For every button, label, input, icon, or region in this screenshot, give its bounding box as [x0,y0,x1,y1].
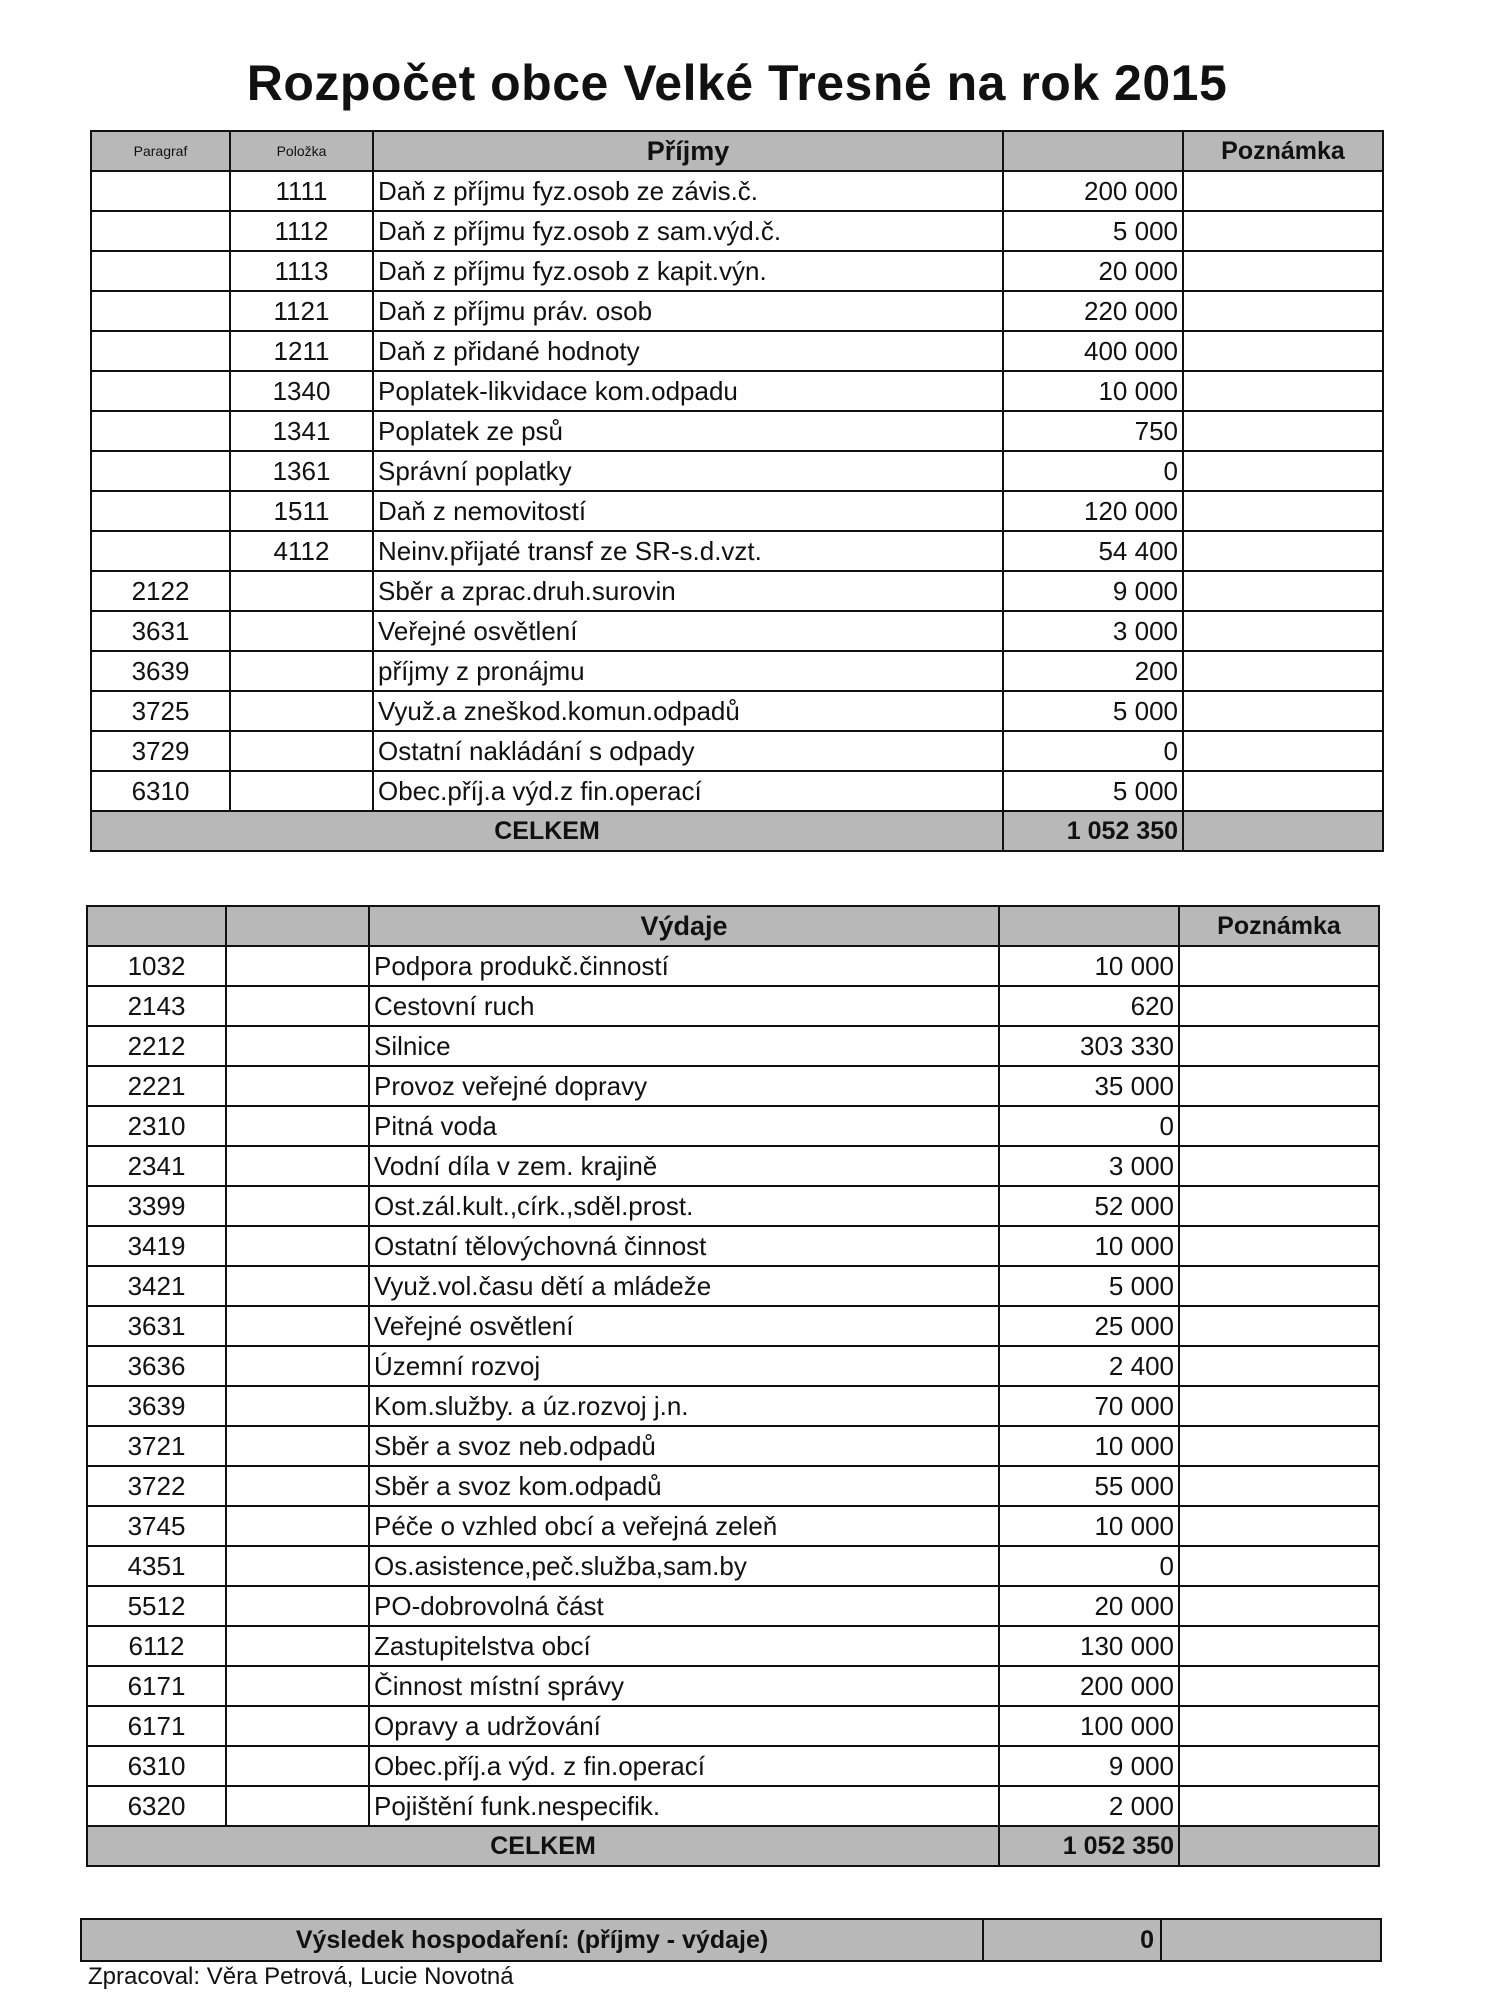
cell-note [1183,331,1383,371]
cell-paragraf: 3631 [87,1306,226,1346]
cell-polozka [226,1586,369,1626]
cell-polozka: 1511 [230,491,373,531]
cell-polozka [226,1106,369,1146]
cell-polozka [226,1186,369,1226]
cell-polozka [226,1706,369,1746]
cell-paragraf: 3639 [87,1386,226,1426]
cell-label: Správní poplatky [373,451,1003,491]
cell-amount: 35 000 [999,1066,1179,1106]
table-row [87,1706,1379,1746]
cell-polozka: 1121 [230,291,373,331]
income-total-label: CELKEM [91,811,1003,851]
cell-note [1183,291,1383,331]
col-polozka-header: Položka [230,131,373,171]
expense-total-value: 1 052 350 [999,1826,1179,1866]
cell-note [1179,1386,1379,1426]
cell-label: Využ.vol.času dětí a mládeže [369,1266,999,1306]
cell-polozka [226,1466,369,1506]
page-title: Rozpočet obce Velké Tresné na rok 2015 [246,55,1228,111]
cell-note [1179,1106,1379,1146]
cell-amount: 9 000 [999,1746,1179,1786]
cell-polozka [226,1146,369,1186]
cell-polozka [230,731,373,771]
table-row [87,946,1379,986]
cell-note [1179,946,1379,986]
cell-label: Silnice [369,1026,999,1066]
cell-note [1179,1706,1379,1746]
cell-label: Opravy a udržování [369,1706,999,1746]
cell-label: Daň z příjmu fyz.osob z kapit.výn. [373,251,1003,291]
table-row [91,371,1383,411]
cell-label: Vodní díla v zem. krajině [369,1146,999,1186]
table-row [91,651,1383,691]
table-row [91,491,1383,531]
cell-amount: 55 000 [999,1466,1179,1506]
cell-amount: 5 000 [1003,691,1183,731]
cell-note [1179,1186,1379,1226]
cell-label: příjmy z pronájmu [373,651,1003,691]
cell-paragraf [91,251,230,291]
cell-amount: 100 000 [999,1706,1179,1746]
table-row [91,171,1383,211]
cell-polozka [226,1506,369,1546]
cell-polozka [226,1226,369,1266]
cell-amount: 5 000 [1003,211,1183,251]
cell-paragraf [91,371,230,411]
cell-amount: 3 000 [999,1146,1179,1186]
cell-paragraf: 3639 [91,651,230,691]
cell-amount: 0 [999,1106,1179,1146]
cell-label: Podpora produkč.činností [369,946,999,986]
cell-polozka: 4112 [230,531,373,571]
cell-label: Daň z příjmu fyz.osob z sam.výd.č. [373,211,1003,251]
cell-amount: 130 000 [999,1626,1179,1666]
cell-polozka [230,771,373,811]
cell-paragraf [91,531,230,571]
cell-label: Kom.služby. a úz.rozvoj j.n. [369,1386,999,1426]
cell-amount: 303 330 [999,1026,1179,1066]
cell-paragraf: 6171 [87,1666,226,1706]
table-row [91,251,1383,291]
cell-label: Veřejné osvětlení [369,1306,999,1346]
cell-paragraf [91,291,230,331]
cell-note [1179,1026,1379,1066]
table-row [91,411,1383,451]
cell-polozka [226,1066,369,1106]
cell-amount: 0 [999,1546,1179,1586]
cell-polozka [226,1306,369,1346]
table-row [87,986,1379,1026]
cell-paragraf [91,211,230,251]
table-row [87,1346,1379,1386]
cell-polozka: 1113 [230,251,373,291]
cell-paragraf: 2310 [87,1106,226,1146]
cell-paragraf: 3745 [87,1506,226,1546]
expense-total-label: CELKEM [87,1826,999,1866]
col-polozka-header [226,906,369,946]
cell-label: Ost.zál.kult.,círk.,sděl.prost. [369,1186,999,1226]
cell-paragraf: 6310 [91,771,230,811]
cell-amount: 120 000 [1003,491,1183,531]
cell-note [1183,371,1383,411]
cell-amount: 54 400 [1003,531,1183,571]
cell-polozka [230,611,373,651]
cell-amount: 2 400 [999,1346,1179,1386]
cell-polozka [226,1026,369,1066]
cell-label: Daň z nemovitostí [373,491,1003,531]
cell-label: Provoz veřejné dopravy [369,1066,999,1106]
cell-paragraf: 2341 [87,1146,226,1186]
table-row [87,1506,1379,1546]
cell-amount: 52 000 [999,1186,1179,1226]
cell-paragraf: 5512 [87,1586,226,1626]
cell-note [1183,251,1383,291]
cell-label: Daň z příjmu práv. osob [373,291,1003,331]
table-row [91,531,1383,571]
table-row [87,1746,1379,1786]
cell-note [1179,1546,1379,1586]
table-row [91,331,1383,371]
cell-note [1179,1346,1379,1386]
table-row [87,1666,1379,1706]
cell-note [1183,571,1383,611]
cell-label: Poplatek ze psů [373,411,1003,451]
table-row [87,1466,1379,1506]
table-row [87,1386,1379,1426]
table-row [91,571,1383,611]
cell-polozka [226,1786,369,1826]
table-row [91,291,1383,331]
cell-label: Os.asistence,peč.služba,sam.by [369,1546,999,1586]
cell-paragraf [91,411,230,451]
table-row [91,771,1383,811]
cell-label: Péče o vzhled obcí a veřejná zeleň [369,1506,999,1546]
cell-note [1183,491,1383,531]
cell-amount: 5 000 [1003,771,1183,811]
table-row [87,1626,1379,1666]
cell-amount: 10 000 [999,946,1179,986]
col-paragraf-header: Paragraf [91,131,230,171]
cell-amount: 70 000 [999,1386,1179,1426]
cell-amount: 20 000 [999,1586,1179,1626]
table-row [87,1266,1379,1306]
cell-amount: 3 000 [1003,611,1183,651]
col-note-header: Poznámka [1179,906,1379,946]
cell-polozka [226,1746,369,1786]
cell-note [1179,1426,1379,1466]
prepared-by: Zpracoval: Věra Petrová, Lucie Novotná [88,1963,514,1990]
cell-polozka [226,1346,369,1386]
expense-total-note [1179,1826,1379,1866]
cell-label: Využ.a zneškod.komun.odpadů [373,691,1003,731]
cell-note [1179,1786,1379,1826]
cell-amount: 9 000 [1003,571,1183,611]
cell-polozka: 1112 [230,211,373,251]
cell-note [1183,691,1383,731]
cell-amount: 20 000 [1003,251,1183,291]
cell-label: Obec.příj.a výd.z fin.operací [373,771,1003,811]
cell-note [1183,651,1383,691]
cell-label: Poplatek-likvidace kom.odpadu [373,371,1003,411]
expense-total-row [87,1826,1379,1866]
cell-paragraf: 3421 [87,1266,226,1306]
table-row [87,1546,1379,1586]
table-row [87,1306,1379,1346]
cell-label: Neinv.přijaté transf ze SR-s.d.vzt. [373,531,1003,571]
cell-note [1179,1146,1379,1186]
col-label-header: Příjmy [373,131,1003,171]
cell-note [1183,411,1383,451]
table-row [87,1586,1379,1626]
cell-label: Daň z přidané hodnoty [373,331,1003,371]
cell-polozka [226,946,369,986]
expense-table [86,905,1380,1867]
cell-note [1183,211,1383,251]
cell-label: Obec.příj.a výd. z fin.operací [369,1746,999,1786]
cell-paragraf: 1032 [87,946,226,986]
cell-polozka: 1340 [230,371,373,411]
expense-header-row [87,906,1379,946]
col-label-header: Výdaje [369,906,999,946]
cell-label: Cestovní ruch [369,986,999,1026]
cell-paragraf: 4351 [87,1546,226,1586]
cell-polozka [226,1666,369,1706]
cell-amount: 10 000 [999,1506,1179,1546]
cell-label: Daň z příjmu fyz.osob ze závis.č. [373,171,1003,211]
cell-amount: 220 000 [1003,291,1183,331]
cell-note [1179,1746,1379,1786]
cell-amount: 400 000 [1003,331,1183,371]
cell-note [1179,1066,1379,1106]
cell-label: Pitná voda [369,1106,999,1146]
cell-paragraf: 3729 [91,731,230,771]
cell-paragraf: 3722 [87,1466,226,1506]
col-note-header: Poznámka [1183,131,1383,171]
cell-paragraf: 3725 [91,691,230,731]
cell-note [1179,1506,1379,1546]
cell-paragraf: 6112 [87,1626,226,1666]
cell-label: Územní rozvoj [369,1346,999,1386]
cell-amount: 200 000 [999,1666,1179,1706]
table-row [87,1186,1379,1226]
cell-paragraf: 3419 [87,1226,226,1266]
cell-note [1179,1226,1379,1266]
cell-paragraf [91,331,230,371]
cell-amount: 200 000 [1003,171,1183,211]
cell-amount: 25 000 [999,1306,1179,1346]
cell-amount: 10 000 [999,1226,1179,1266]
cell-paragraf [91,451,230,491]
cell-note [1179,1586,1379,1626]
income-total-note [1183,811,1383,851]
cell-amount: 10 000 [1003,371,1183,411]
cell-paragraf [91,171,230,211]
cell-label: Zastupitelstva obcí [369,1626,999,1666]
table-row [91,731,1383,771]
col-amount-header [1003,131,1183,171]
cell-label: Činnost místní správy [369,1666,999,1706]
result-value: 0 [982,1920,1162,1960]
cell-note [1183,171,1383,211]
cell-paragraf: 2122 [91,571,230,611]
cell-polozka [226,986,369,1026]
cell-note [1183,771,1383,811]
cell-paragraf: 6171 [87,1706,226,1746]
table-row [91,451,1383,491]
cell-note [1183,611,1383,651]
cell-polozka [226,1386,369,1426]
cell-note [1179,1266,1379,1306]
cell-amount: 5 000 [999,1266,1179,1306]
cell-label: Sběr a zprac.druh.surovin [373,571,1003,611]
table-row [87,1066,1379,1106]
cell-amount: 0 [1003,731,1183,771]
table-row [87,1786,1379,1826]
cell-paragraf [91,491,230,531]
cell-note [1179,1626,1379,1666]
cell-paragraf: 2212 [87,1026,226,1066]
cell-polozka [226,1626,369,1666]
table-row [87,1426,1379,1466]
cell-paragraf: 2143 [87,986,226,1026]
col-paragraf-header [87,906,226,946]
cell-amount: 0 [1003,451,1183,491]
cell-note [1183,731,1383,771]
table-row [91,691,1383,731]
cell-polozka: 1211 [230,331,373,371]
cell-note [1179,1306,1379,1346]
cell-label: PO-dobrovolná část [369,1586,999,1626]
cell-amount: 750 [1003,411,1183,451]
cell-label: Pojištění funk.nespecifik. [369,1786,999,1826]
cell-paragraf: 6320 [87,1786,226,1826]
table-row [87,1026,1379,1066]
cell-paragraf: 3636 [87,1346,226,1386]
cell-polozka: 1361 [230,451,373,491]
cell-amount: 10 000 [999,1426,1179,1466]
cell-label: Sběr a svoz kom.odpadů [369,1466,999,1506]
income-total-row [91,811,1383,851]
income-header-row [91,131,1383,171]
result-label: Výsledek hospodaření: (příjmy - výdaje) [295,1926,769,1954]
table-row [87,1106,1379,1146]
cell-polozka [226,1546,369,1586]
income-total-value: 1 052 350 [1003,811,1183,851]
cell-polozka: 1341 [230,411,373,451]
cell-polozka [226,1426,369,1466]
cell-polozka: 1111 [230,171,373,211]
col-amount-header [999,906,1179,946]
result-row [80,1918,1382,1962]
cell-paragraf: 3631 [91,611,230,651]
cell-note [1179,1666,1379,1706]
cell-polozka [230,651,373,691]
cell-paragraf: 3721 [87,1426,226,1466]
cell-note [1183,531,1383,571]
cell-label: Ostatní tělovýchovná činnost [369,1226,999,1266]
cell-note [1179,1466,1379,1506]
cell-label: Sběr a svoz neb.odpadů [369,1426,999,1466]
cell-paragraf: 2221 [87,1066,226,1106]
income-table [90,130,1384,852]
cell-note [1183,451,1383,491]
table-row [87,1226,1379,1266]
cell-amount: 200 [1003,651,1183,691]
cell-paragraf: 6310 [87,1746,226,1786]
table-row [91,211,1383,251]
cell-polozka [230,691,373,731]
cell-amount: 620 [999,986,1179,1026]
cell-label: Ostatní nakládání s odpady [373,731,1003,771]
table-row [91,611,1383,651]
cell-polozka [226,1266,369,1306]
cell-label: Veřejné osvětlení [373,611,1003,651]
cell-amount: 2 000 [999,1786,1179,1826]
cell-polozka [230,571,373,611]
cell-paragraf: 3399 [87,1186,226,1226]
table-row [87,1146,1379,1186]
cell-note [1179,986,1379,1026]
